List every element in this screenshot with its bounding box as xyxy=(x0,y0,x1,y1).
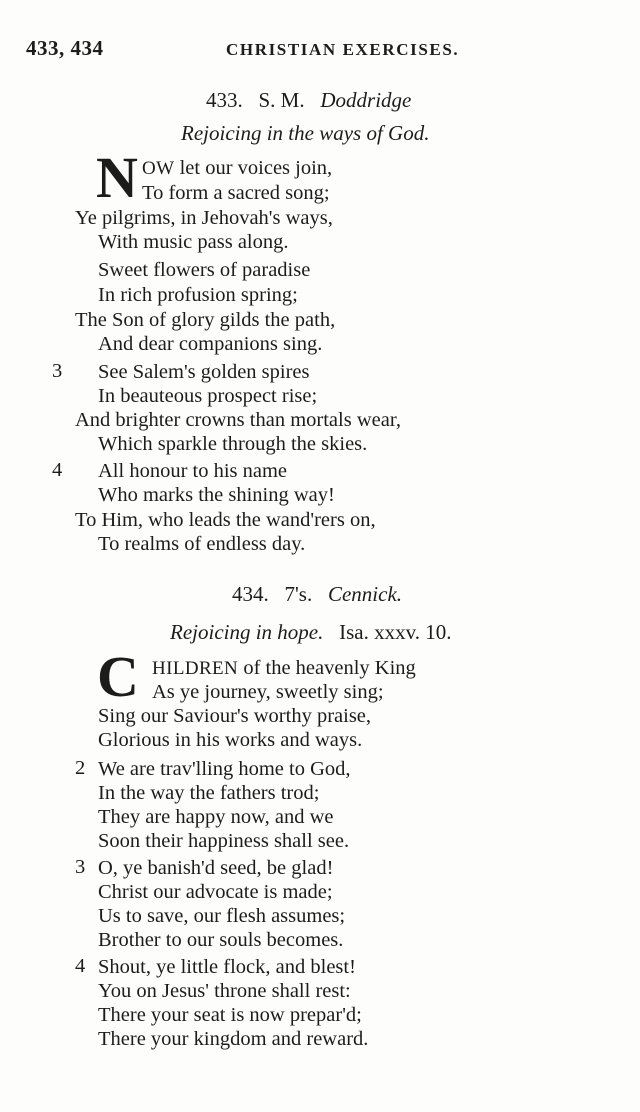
first-line xyxy=(152,656,416,682)
verse-line: There your kingdom and reward. xyxy=(98,1028,369,1050)
stanza-number: 4 xyxy=(75,955,86,977)
verse-line: We are trav'lling home to God, xyxy=(98,758,351,780)
verse-line: To Him, who leads the wand'rers on, xyxy=(75,509,376,531)
first-word-caps: OW xyxy=(142,158,175,179)
verse-line: Soon their happiness shall see. xyxy=(98,830,350,852)
verse-line: And brighter crowns than mortals wear, xyxy=(75,409,401,431)
stanza-number: 2 xyxy=(75,757,86,779)
stanza-number: 3 xyxy=(52,360,63,382)
stanza-number: 4 xyxy=(52,459,63,481)
verse-line: See Salem's golden spires xyxy=(98,361,310,383)
hymn-number: 433. xyxy=(206,88,243,112)
drop-cap: N xyxy=(96,145,138,210)
verse-line: Who marks the shining way! xyxy=(98,484,335,506)
hymn-433-heading xyxy=(206,88,411,113)
hymn-number: 434. xyxy=(232,582,269,606)
verse-line: And dear companions sing. xyxy=(98,333,323,355)
verse-line: You on Jesus' throne shall rest: xyxy=(98,980,351,1002)
hymn-author: Doddridge xyxy=(320,88,412,112)
verse-line: All honour to his name xyxy=(98,460,288,482)
verse-line: As ye journey, sweetly sing; xyxy=(152,681,384,703)
verse-line: They are happy now, and we xyxy=(98,806,334,828)
verse-line: Us to save, our flesh assumes; xyxy=(98,905,346,927)
hymn-title: Rejoicing in hope. xyxy=(170,620,324,644)
verse-line: In rich profusion spring; xyxy=(98,284,298,306)
verse-line: Sweet flowers of paradise xyxy=(98,259,311,281)
hymn-range: 433, 434 xyxy=(26,36,104,60)
verse-line: of the heavenly King xyxy=(243,657,416,679)
verse-line: let our voices join, xyxy=(179,157,333,179)
running-title: CHRISTIAN EXERCISES. xyxy=(226,40,460,59)
verse-line: In beauteous prospect rise; xyxy=(98,385,318,407)
verse-line: To form a sacred song; xyxy=(142,182,330,204)
verse-line: Christ our advocate is made; xyxy=(98,881,333,903)
verse-line: Which sparkle through the skies. xyxy=(98,433,368,455)
first-word-caps: HILDREN xyxy=(152,658,239,679)
stanza-number: 3 xyxy=(75,856,86,878)
verse-line: The Son of glory gilds the path, xyxy=(75,309,336,331)
running-head xyxy=(26,36,470,62)
drop-cap: C xyxy=(97,644,139,709)
hymn-434-title xyxy=(170,620,452,645)
verse-line: With music pass along. xyxy=(98,231,289,253)
verse-line: Ye pilgrims, in Jehovah's ways, xyxy=(75,207,333,229)
verse-line: Shout, ye little flock, and blest! xyxy=(98,956,356,978)
hymn-meter: 7's. xyxy=(284,582,313,606)
verse-line: Glorious in his works and ways. xyxy=(98,729,363,751)
scripture-reference: Isa. xxxv. 10. xyxy=(339,620,452,644)
verse-line: Sing our Saviour's worthy praise, xyxy=(98,705,372,727)
verse-line: There your seat is now prepar'd; xyxy=(98,1004,362,1026)
hymn-author: Cennick. xyxy=(327,582,403,606)
verse-line: To realms of endless day. xyxy=(98,533,306,555)
verse-line: O, ye banish'd seed, be glad! xyxy=(98,857,334,879)
hymn-433-title: Rejoicing in the ways of God. xyxy=(181,121,430,145)
verse-line: Brother to our souls becomes. xyxy=(98,929,344,951)
hymn-meter: S. M. xyxy=(258,88,305,112)
first-line xyxy=(142,156,332,182)
hymn-434-heading xyxy=(232,582,402,607)
verse-line: In the way the fathers trod; xyxy=(98,782,320,804)
